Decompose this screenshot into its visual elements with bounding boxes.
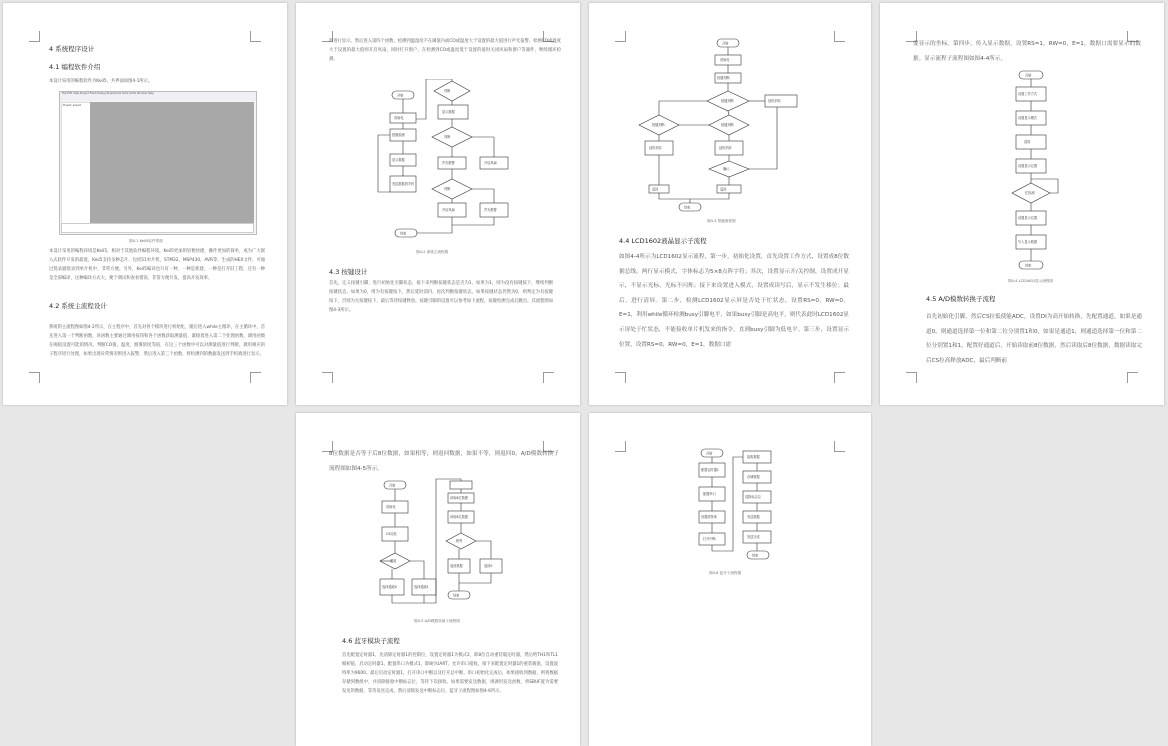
svg-text:发送数据: 发送数据	[747, 515, 760, 519]
svg-text:按键判断: 按键判断	[721, 99, 734, 103]
ide-screenshot	[59, 91, 257, 235]
svg-text:开始: 开始	[1025, 73, 1032, 78]
section-heading: 4 系统程序设计	[49, 45, 95, 53]
svg-text:结束: 结束	[684, 205, 691, 210]
svg-text:按键判断: 按键判断	[652, 123, 665, 127]
svg-text:写入显示数据: 写入显示数据	[1018, 240, 1038, 244]
ide-editor-area	[90, 102, 254, 224]
svg-text:通道: 通道	[390, 559, 397, 563]
page-2	[296, 3, 580, 405]
page-1	[3, 3, 287, 405]
svg-text:配置串口: 配置串口	[703, 492, 716, 496]
svg-text:发送数据到手机: 发送数据到手机	[392, 182, 415, 186]
svg-text:判断: 判断	[444, 187, 451, 191]
svg-text:清除标志位: 清除标志位	[745, 495, 761, 499]
svg-text:忙检测: 忙检测	[1025, 191, 1035, 195]
paragraph: 如图4-4所示为LCD1602显示流程，第一步，初始化设置，首先设置工作方式，设置成8位数据总线，两行显示模式，字体标志为5×8点阵字符；其次，设置显示开/关控制，设置成开显示，不显示光标，光标不闪烁；接下来设置进入模式，设置成读写后，显示不发生移位；最后，进行清屏。第二步，检测LCD1602显示屏是否处于忙状态，设置RS=0，RW=0，E=1，利用while循环检测busy引脚电平，如果busy引脚是高电平，则代表此时LCD1602显示屏处于忙状态，不能接收单片机发来的指令，直到busy引脚为低电平。第三步，设置显示位置，设置RS=0，RW=0，E=1，数据口需	[619, 254, 849, 348]
svg-text:存储数据: 存储数据	[747, 475, 760, 479]
subsection-heading: 4.2 系统主流程设计	[49, 302, 107, 310]
adc-flowchart	[376, 477, 516, 611]
svg-text:开始: 开始	[706, 451, 713, 456]
subsection-heading: 4.4 LCD1602液晶显示子流程	[619, 237, 707, 245]
svg-text:设置工作方式: 设置工作方式	[1018, 92, 1038, 96]
svg-text:返回: 返回	[652, 187, 659, 192]
svg-text:接收数据: 接收数据	[747, 455, 760, 459]
ide-project-tree: Project: project	[61, 102, 92, 224]
svg-text:声光报警: 声光报警	[442, 161, 455, 165]
svg-text:返回0: 返回0	[484, 564, 493, 568]
subsection-heading: 4.1 编程软件介绍	[49, 63, 101, 71]
svg-text:设置显示模式: 设置显示模式	[1018, 116, 1038, 120]
svg-text:按键判断: 按键判断	[721, 123, 734, 127]
bluetooth-flowchart	[693, 447, 783, 565]
svg-text:读取8位数据: 读取8位数据	[450, 496, 468, 500]
svg-text:延时消抖: 延时消抖	[649, 146, 662, 150]
svg-text:按键检测: 按键检测	[392, 133, 405, 137]
svg-text:结束: 结束	[400, 231, 407, 236]
svg-text:初始化: 初始化	[386, 505, 396, 509]
ide-build-output	[61, 223, 254, 233]
paragraph: 要显示的坐标。第四步，传入显示数据，设置RS=1，RW=0，E=1，数据口需要显示的数据。显示流程子流程图如图4-4所示。	[913, 41, 1141, 62]
svg-text:读取8位数据: 读取8位数据	[450, 515, 468, 519]
paragraph: 首先初始化引脚，然后CS拉低使能ADC，设置DI为高开始转换，先配置通道，如果是通道0，则通道选择第一位和第二位分别置1和0，如果是通道1，则通道选择第一位和第二位分别置1和1，配置好通道后，开始读取前8位数据，然后读取后8位数据，数据读取完后CS拉高释放ADC，最后判断前	[926, 314, 1142, 364]
lcd-flowchart	[1002, 69, 1062, 275]
svg-text:配置定时器1: 配置定时器1	[701, 468, 719, 472]
paragraph: 8位数据是否等于后8位数据，如果相等，则返回数据，如果不等，则返回0。A/D模数转换子流程图如图4-5所示。	[329, 451, 559, 472]
main-flowchart	[370, 79, 520, 245]
svg-text:结束: 结束	[752, 553, 759, 558]
figure-caption: 图4-4 LCD1602显示流程图	[1008, 279, 1053, 283]
svg-text:开始: 开始	[722, 41, 729, 46]
svg-text:返回数据: 返回数据	[450, 564, 463, 568]
svg-text:显示数据: 显示数据	[392, 158, 405, 162]
subsection-heading: 4.6 蓝牙模块子流程	[342, 637, 400, 645]
svg-text:确认: 确认	[723, 167, 730, 171]
paragraph: 本设计采用的编程软件为Keil5，共界面如图4-1所示。	[49, 79, 153, 84]
svg-text:返回: 返回	[720, 187, 727, 192]
svg-text:声光报警: 声光报警	[484, 208, 497, 212]
figure-caption: 图4-2 系统主流程图	[416, 250, 449, 254]
ide-menubar: File Edit View Project Flash Debug Peripherals Tools SVCS Window Help	[60, 92, 256, 101]
figure-caption: 图4-3 按键流程图	[707, 219, 736, 223]
svg-text:开启风扇: 开启风扇	[484, 161, 497, 165]
paragraph: 首先，定义按键引脚，进行初始化引脚状态，接下来判断按键状态是否为1，如果为1，则为没有按键按下，继续判断按键状态，如果为0，则为有按键按下，然后延时消抖，再次判断按键状态，如果按键状态仍然为0，则判定为有按键按下，否则为无按键按下，最后等待按键释放。按键引脚的设置可以参考如下流程，按键检测完成后跳出。其流程图如图4-3所示。	[329, 281, 553, 313]
page-3	[589, 3, 871, 405]
svg-text:选择通道1: 选择通道1	[414, 585, 429, 589]
svg-text:清屏: 清屏	[1024, 140, 1031, 144]
svg-text:延时消抖: 延时消抖	[768, 99, 781, 103]
paragraph: 首先配置定时器1，先清除定时器1的控制位，设置定时器1为模式2，即8位自动重装载定时器，然后给TH1和TL1赋初值，启动定时器1，配置串口为模式1，即8位UART，允许串口接收，接下来配置定时器1的重装载值，设置波特率为9600。最后启动定时器1，打开串口中断以及打开总中断。串口初始化完成后，如果接收到数据，则将数据存储到数组中，并清除接收中断标志位，等待下次接收。如果需要发送数据，则调用发送函数，将SBUF置为需要发送的数据，等待发送完成，然后清除发送中断标志位。蓝牙子流程图如图4-6所示。	[342, 653, 558, 694]
page-6	[589, 413, 871, 746]
svg-text:设置波特率: 设置波特率	[701, 515, 717, 519]
svg-text:打开中断: 打开中断	[703, 537, 716, 541]
svg-text:初始化: 初始化	[394, 116, 404, 120]
svg-text:结束: 结束	[1025, 263, 1032, 268]
svg-text:判断: 判断	[444, 135, 451, 139]
page-4	[880, 3, 1164, 405]
svg-text:发送完成: 发送完成	[747, 535, 760, 539]
page-5	[296, 413, 580, 746]
svg-text:显示数据: 显示数据	[442, 110, 455, 114]
paragraph: 所进行显示。然后进入第四个函数，检测到温湿度不在阈值内或CO或温度大于设置的最大值进行声光报警。检测CO或温度大于设置的最大值则开启风扇，同时打开窗户，在检测到CO或温度低于设置的值时关闭风扇和窗户等器件，继续循环检测。	[329, 39, 561, 62]
svg-text:判断: 判断	[444, 89, 451, 93]
svg-text:设置显示位置: 设置显示位置	[1018, 216, 1038, 220]
svg-text:选择通道0: 选择通道0	[382, 585, 397, 589]
svg-text:开始: 开始	[397, 93, 404, 98]
svg-text:设置显示位置: 设置显示位置	[1018, 164, 1038, 168]
svg-text:按键判断: 按键判断	[717, 76, 730, 80]
svg-text:开启风扇: 开启风扇	[442, 208, 455, 212]
svg-text:结束: 结束	[453, 593, 460, 598]
svg-text:延时消抖: 延时消抖	[719, 146, 732, 150]
key-flowchart	[637, 37, 807, 215]
subsection-heading: 4.5 A/D模数转换子流程	[926, 295, 996, 303]
subsection-heading: 4.3 按键设计	[329, 268, 368, 276]
figure-caption: 图4-6 蓝牙子流程图	[709, 571, 742, 575]
paragraph: 系统的主流程图如图4-2所示，在主程序中，首先对各个模块进行初始化，随后进入while主循环，在主循环中，首先进入第一个判断函数，该函数主要通过调用按钮和各个函数获取测量值，紧接着进入第二个处理函数，调用函数在阈值设置可能的情况，判断CO值、温度、烟雾浓度等值，在这三个函数中可以对测量值进行判断，调用相应的子程序进行处理，如果出现异常情况则进入报警，然后进入第三个函数，将检测到的数据发送到手机端进行显示。	[49, 325, 265, 357]
figure-caption: 图4-5 A/D模数转换子流程图	[414, 619, 460, 623]
svg-text:初始化: 初始化	[720, 58, 730, 62]
svg-text:开始: 开始	[389, 483, 396, 488]
svg-text:CS拉低: CS拉低	[386, 532, 397, 536]
figure-caption: 图4-1 Keil5软件界面	[129, 239, 163, 243]
svg-text:相等: 相等	[456, 539, 463, 543]
paragraph: 本设计采用的编程环境是Keil5，相对于其他软件编程环境，Keil5更加的轻便快捷，操作更加的简单，成为广大嵌入式软件开发的最爱。Keil5支持多种芯片，包括51单片机，STM32，MSP430，AVR等，生成的HEX文件，可通过烧录器烧录到单片机中，非常方便。另外，Keil5编译也只有一种，一种是新建，一种是打开旧工程，还有一种是全部编译，这种编译方式大，便于调试和查看错误，非常方便开发，提高开发效率。	[49, 249, 265, 281]
